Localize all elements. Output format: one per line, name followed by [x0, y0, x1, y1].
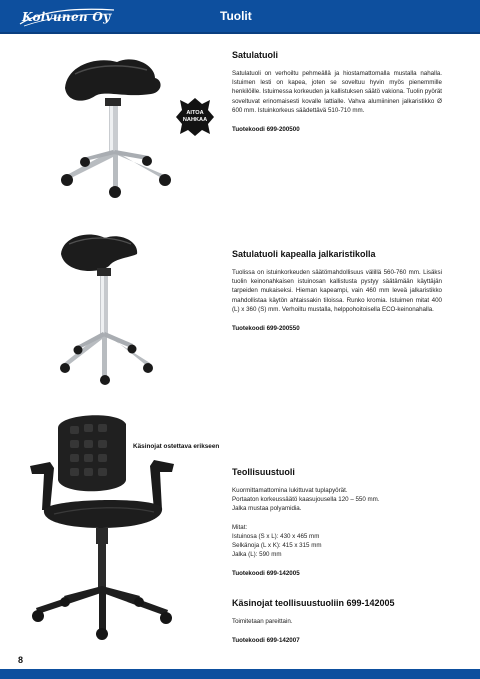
- product-title: Teollisuustuoli: [232, 467, 295, 477]
- narrow-base-saddle-stool-image: [55, 228, 165, 390]
- product-description: Tuolissa on istuinkorkeuden säätömahdollisuus välillä 560-760 mm. Lisäksi tuolin keinonahkaisen istuinosan kallistusta pystyy säätämään käyttäjän tarpeiden mukaiseksi. Hieman kapeampi, vain 460 mm leveä jalkaristikko mahdollistaa käytön ahtaissakin tiloissa. Runko kromia. Istuimen mitat 400 (L) x 360 (S) mm. Verhoiltu mustalla, helppohoitoisella ECO-keinonahalla.: [232, 269, 442, 313]
- armrest-note: Käsinojat ostettava erikseen: [133, 443, 220, 450]
- product-code: Tuotekoodi 699-142007: [232, 637, 300, 645]
- product-saddle-stool-narrow: [232, 249, 442, 332]
- badge-line1: AITOA: [186, 110, 204, 116]
- saddle-stool-image: [55, 48, 180, 198]
- product-title: Käsinojat teollisuustuoliin 699-142005: [232, 598, 395, 608]
- product-intro-line: Portaaton korkeussäätö kaasujousella 120 – 550 mm.: [232, 496, 380, 504]
- badge-line2: NAHKAA: [182, 117, 208, 123]
- page-number: 8: [18, 655, 24, 665]
- product-armrests: [232, 598, 442, 644]
- product-code: Tuotekoodi 699-200550: [232, 325, 300, 333]
- product-intro-line: Kuormittamattomina lukittuvat tuplapyörät.: [232, 487, 348, 494]
- company-logo: Koivunen Oy: [22, 10, 111, 24]
- page-footer-bar: [0, 669, 480, 679]
- page-header: [0, 0, 480, 34]
- product-code: Tuotekoodi 699-142005: [232, 570, 300, 578]
- product-saddle-stool: [232, 50, 442, 133]
- specs-heading: Mitat:: [232, 523, 248, 531]
- product-code: Tuotekoodi 699-200500: [232, 126, 300, 134]
- section-title: Tuolit: [220, 9, 252, 23]
- spec-line: Selkänoja (L x K): 415 x 315 mm: [232, 542, 322, 550]
- product-intro-line: Jalka mustaa polyamidia.: [232, 505, 302, 513]
- product-description: Toimitetaan pareittain.: [232, 618, 293, 625]
- product-title: Satulatuoli kapealla jalkaristikolla: [232, 249, 376, 259]
- spec-line: Istuinosa (S x L): 430 x 465 mm: [232, 532, 320, 540]
- genuine-leather-badge: [174, 96, 216, 138]
- product-title: Satulatuoli: [232, 50, 279, 60]
- spec-line: Jalka (L): 590 mm: [232, 551, 282, 559]
- product-description: Satulatuoli on verhoiltu pehmeällä ja hiostamattomalla mustalla nahalla. Istuimen lesti on kapea, joten se soveltuu hyvin myös pienemmille henkilöille. Istuimessa korkeuden ja kallistuksen säätö vakiona. Tuolin pyörät soveltuvat erinomaisesti kovalle lattialle. Vahva alumiininen jalkaristikko Ø 600 mm. Istuinkorkeus säädettävä 510-710 mm.: [232, 70, 442, 114]
- product-industrial-chair: [232, 467, 442, 577]
